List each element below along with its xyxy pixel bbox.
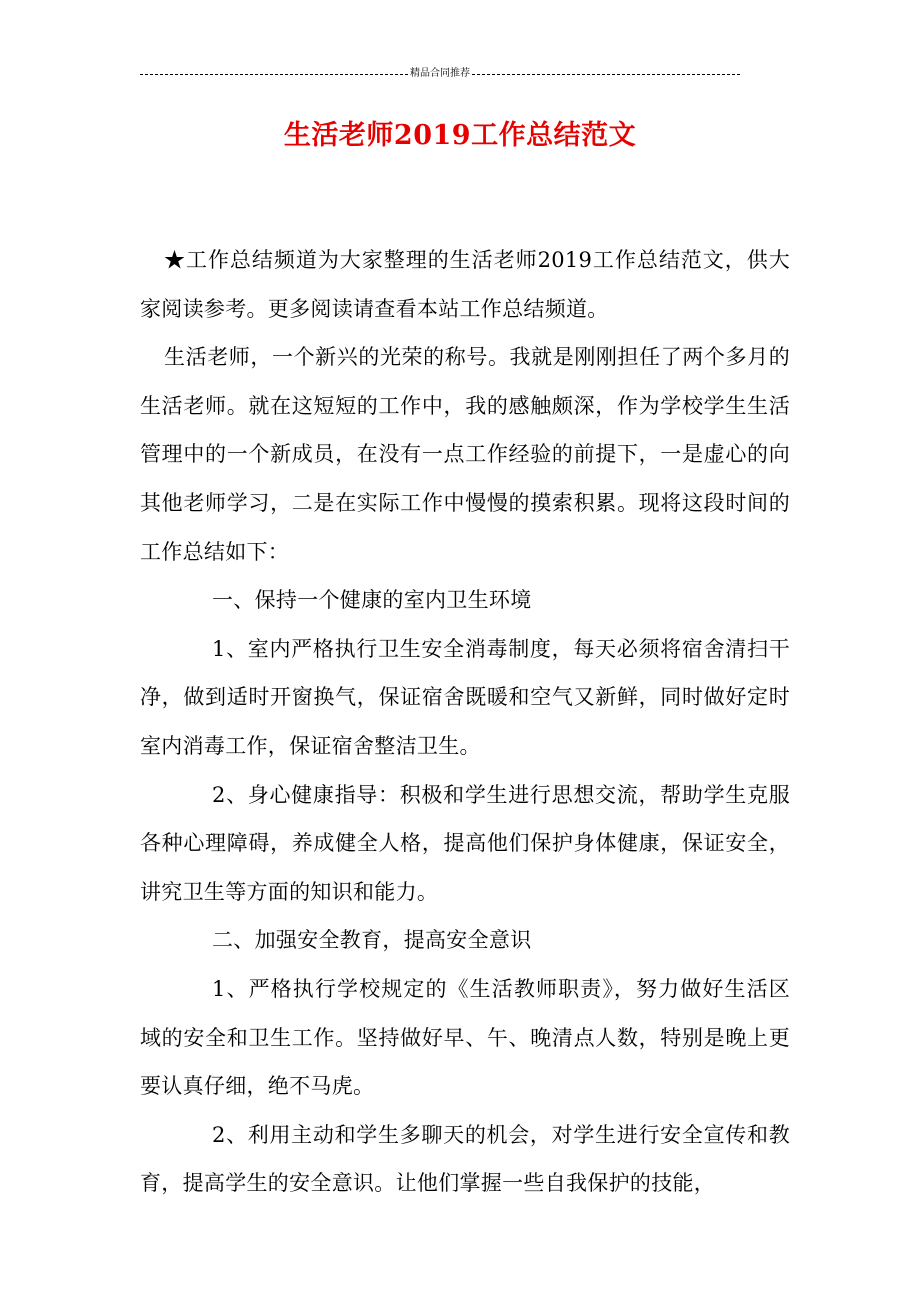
section-heading: 二、加强安全教育，提高安全意识 <box>212 928 532 953</box>
body-paragraph: 1、室内严格执行卫生安全消毒制度，每天必须将宿舍清扫干净，做到适时开窗换气，保证宿舍既暖和空气又新鲜，同时做好定时室内消毒工作，保证宿舍整洁卫生。 <box>140 636 790 758</box>
body-paragraph: 1、严格执行学校规定的《生活教师职责》，努力做好生活区域的安全和卫生工作。坚持做好早、午、晚清点人数，特别是晚上更要认真仔细，绝不马虎。 <box>140 976 790 1099</box>
header-dashed-line-right <box>472 74 740 75</box>
intro-paragraph: ★工作总结频道为大家整理的生活老师2019工作总结范文，供大家阅读参考。更多阅读请查看本站工作总结频道。 <box>140 248 790 321</box>
section-heading: 一、保持一个健康的室内卫生环境 <box>212 588 532 613</box>
body-paragraph: 生活老师，一个新兴的光荣的称号。我就是刚刚担任了两个多月的生活老师。就在这短短的工作中，我的感触颇深，作为学校学生生活管理中的一个新成员，在没有一点工作经验的前提下，一是虚心的向其他老师学习，二是在实际工作中慢慢的摸索积累。现将这段时间的工作总结如下： <box>140 345 790 564</box>
header-label: 精品合同推荐 <box>410 68 470 79</box>
header-dashed-line-left <box>140 74 408 75</box>
page-header <box>140 68 740 80</box>
document-title: 生活老师2019工作总结范文 <box>283 120 637 151</box>
document-body <box>140 236 790 1208</box>
body-paragraph: 2、身心健康指导：积极和学生进行思想交流，帮助学生克服各种心理障碍，养成健全人格，提高他们保护身体健康，保证安全，讲究卫生等方面的知识和能力。 <box>140 782 790 904</box>
body-paragraph: 2、利用主动和学生多聊天的机会，对学生进行安全宣传和教育，提高学生的安全意识。让他们掌握一些自我保护的技能， <box>140 1122 790 1196</box>
